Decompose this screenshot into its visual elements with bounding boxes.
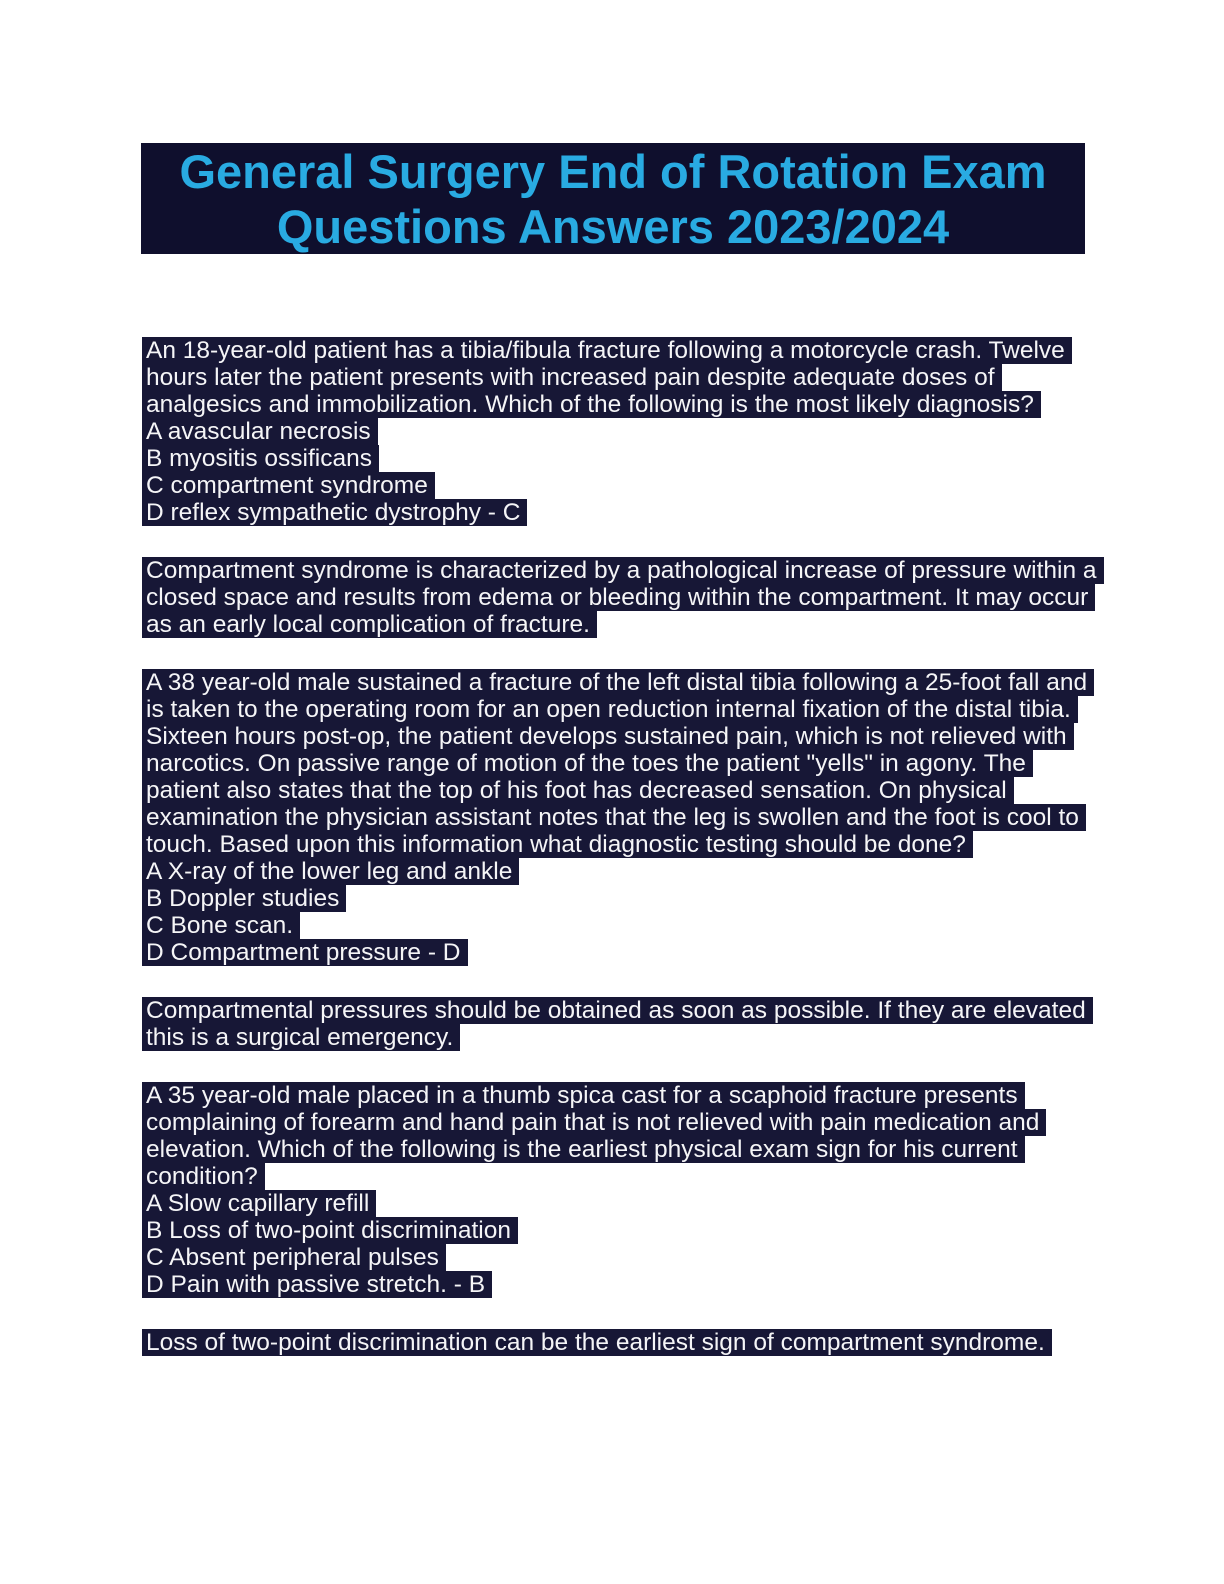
text-line [142,584,1092,611]
document-title-line-1: General Surgery End of Rotation Exam [179,144,1047,198]
text-line [142,669,1092,696]
highlighted-line: narcotics. On passive range of motion of the toes the patient "yells" in agony. The [142,750,1033,777]
text-line [142,557,1097,584]
text-line [142,723,1092,750]
text-line [142,1329,1092,1356]
qa-paragraph-1-question [142,337,1092,526]
text-line [142,611,1092,638]
text-line [142,1136,1092,1163]
highlighted-line: A 35 year-old male placed in a thumb spica cast for a scaphoid fracture presents [142,1082,1025,1109]
text-line [142,696,1092,723]
text-line [142,1190,1092,1217]
highlighted-line: Compartment syndrome is characterized by a pathological increase of pressure within a [142,557,1104,584]
text-line [142,885,1092,912]
highlighted-line: B Loss of two-point discrimination [142,1217,518,1244]
highlighted-line: Loss of two-point discrimination can be the earliest sign of compartment syndrome. [142,1329,1052,1356]
text-line [142,858,1092,885]
text-line [142,499,1092,526]
highlighted-line: D Pain with passive stretch. - B [142,1271,492,1298]
qa-paragraph-5-question [142,1082,1092,1298]
highlighted-line: An 18-year-old patient has a tibia/fibula fracture following a motorcycle crash. Twelve [142,337,1072,364]
text-line [142,472,1092,499]
qa-paragraph-3-question [142,669,1092,966]
highlighted-line: condition? [142,1163,265,1190]
text-line [142,804,1092,831]
qa-paragraph-6-explanation [142,1329,1092,1356]
text-line [142,997,1092,1024]
highlighted-line: C Bone scan. [142,912,300,939]
highlighted-line: B myositis ossificans [142,445,379,472]
highlighted-line: touch. Based upon this information what diagnostic testing should be done? [142,831,973,858]
qa-paragraph-2-explanation [142,557,1097,638]
text-line [142,1082,1092,1109]
highlighted-line: Sixteen hours post-op, the patient develops sustained pain, which is not relieved with [142,723,1074,750]
highlighted-line: C Absent peripheral pulses [142,1244,446,1271]
highlighted-line: elevation. Which of the following is the earliest physical exam sign for his current [142,1136,1025,1163]
highlighted-line: D Compartment pressure - D [142,939,468,966]
title-banner [141,143,1085,254]
text-line [142,1244,1092,1271]
qa-paragraph-4-explanation [142,997,1092,1051]
highlighted-line: B Doppler studies [142,885,346,912]
highlighted-line: patient also states that the top of his foot has decreased sensation. On physical [142,777,1014,804]
text-line [142,364,1092,391]
highlighted-line: examination the physician assistant notes that the leg is swollen and the foot is cool to [142,804,1086,831]
highlighted-line: A 38 year-old male sustained a fracture of the left distal tibia following a 25-foot fall and [142,669,1094,696]
highlighted-line: A X-ray of the lower leg and ankle [142,858,519,885]
highlighted-line: this is a surgical emergency. [142,1024,460,1051]
text-line [142,1217,1092,1244]
highlighted-line: complaining of forearm and hand pain that is not relieved with pain medication and [142,1109,1046,1136]
text-line [142,1109,1092,1136]
text-line [142,418,1092,445]
document-body [142,337,1097,1356]
highlighted-line: is taken to the operating room for an open reduction internal fixation of the distal tibia. [142,696,1078,723]
text-line [142,1271,1092,1298]
text-line [142,939,1092,966]
text-line [142,445,1092,472]
highlighted-line: hours later the patient presents with increased pain despite adequate doses of [142,364,1002,391]
text-line [142,831,1092,858]
highlighted-line: Compartmental pressures should be obtained as soon as possible. If they are elevated [142,997,1093,1024]
highlighted-line: C compartment syndrome [142,472,435,499]
text-line [142,1163,1092,1190]
text-line [142,1024,1092,1051]
highlighted-line: A Slow capillary refill [142,1190,376,1217]
document-title-line-2: Questions Answers 2023/2024 [276,199,950,253]
highlighted-line: D reflex sympathetic dystrophy - C [142,499,527,526]
highlighted-line: analgesics and immobilization. Which of the following is the most likely diagnosis? [142,391,1041,418]
highlighted-line: as an early local complication of fracture. [142,611,597,638]
highlighted-line: A avascular necrosis [142,418,378,445]
highlighted-line: closed space and results from edema or bleeding within the compartment. It may occur [142,584,1095,611]
text-line [142,337,1092,364]
text-line [142,750,1092,777]
text-line [142,912,1092,939]
text-line [142,391,1092,418]
text-line [142,777,1092,804]
